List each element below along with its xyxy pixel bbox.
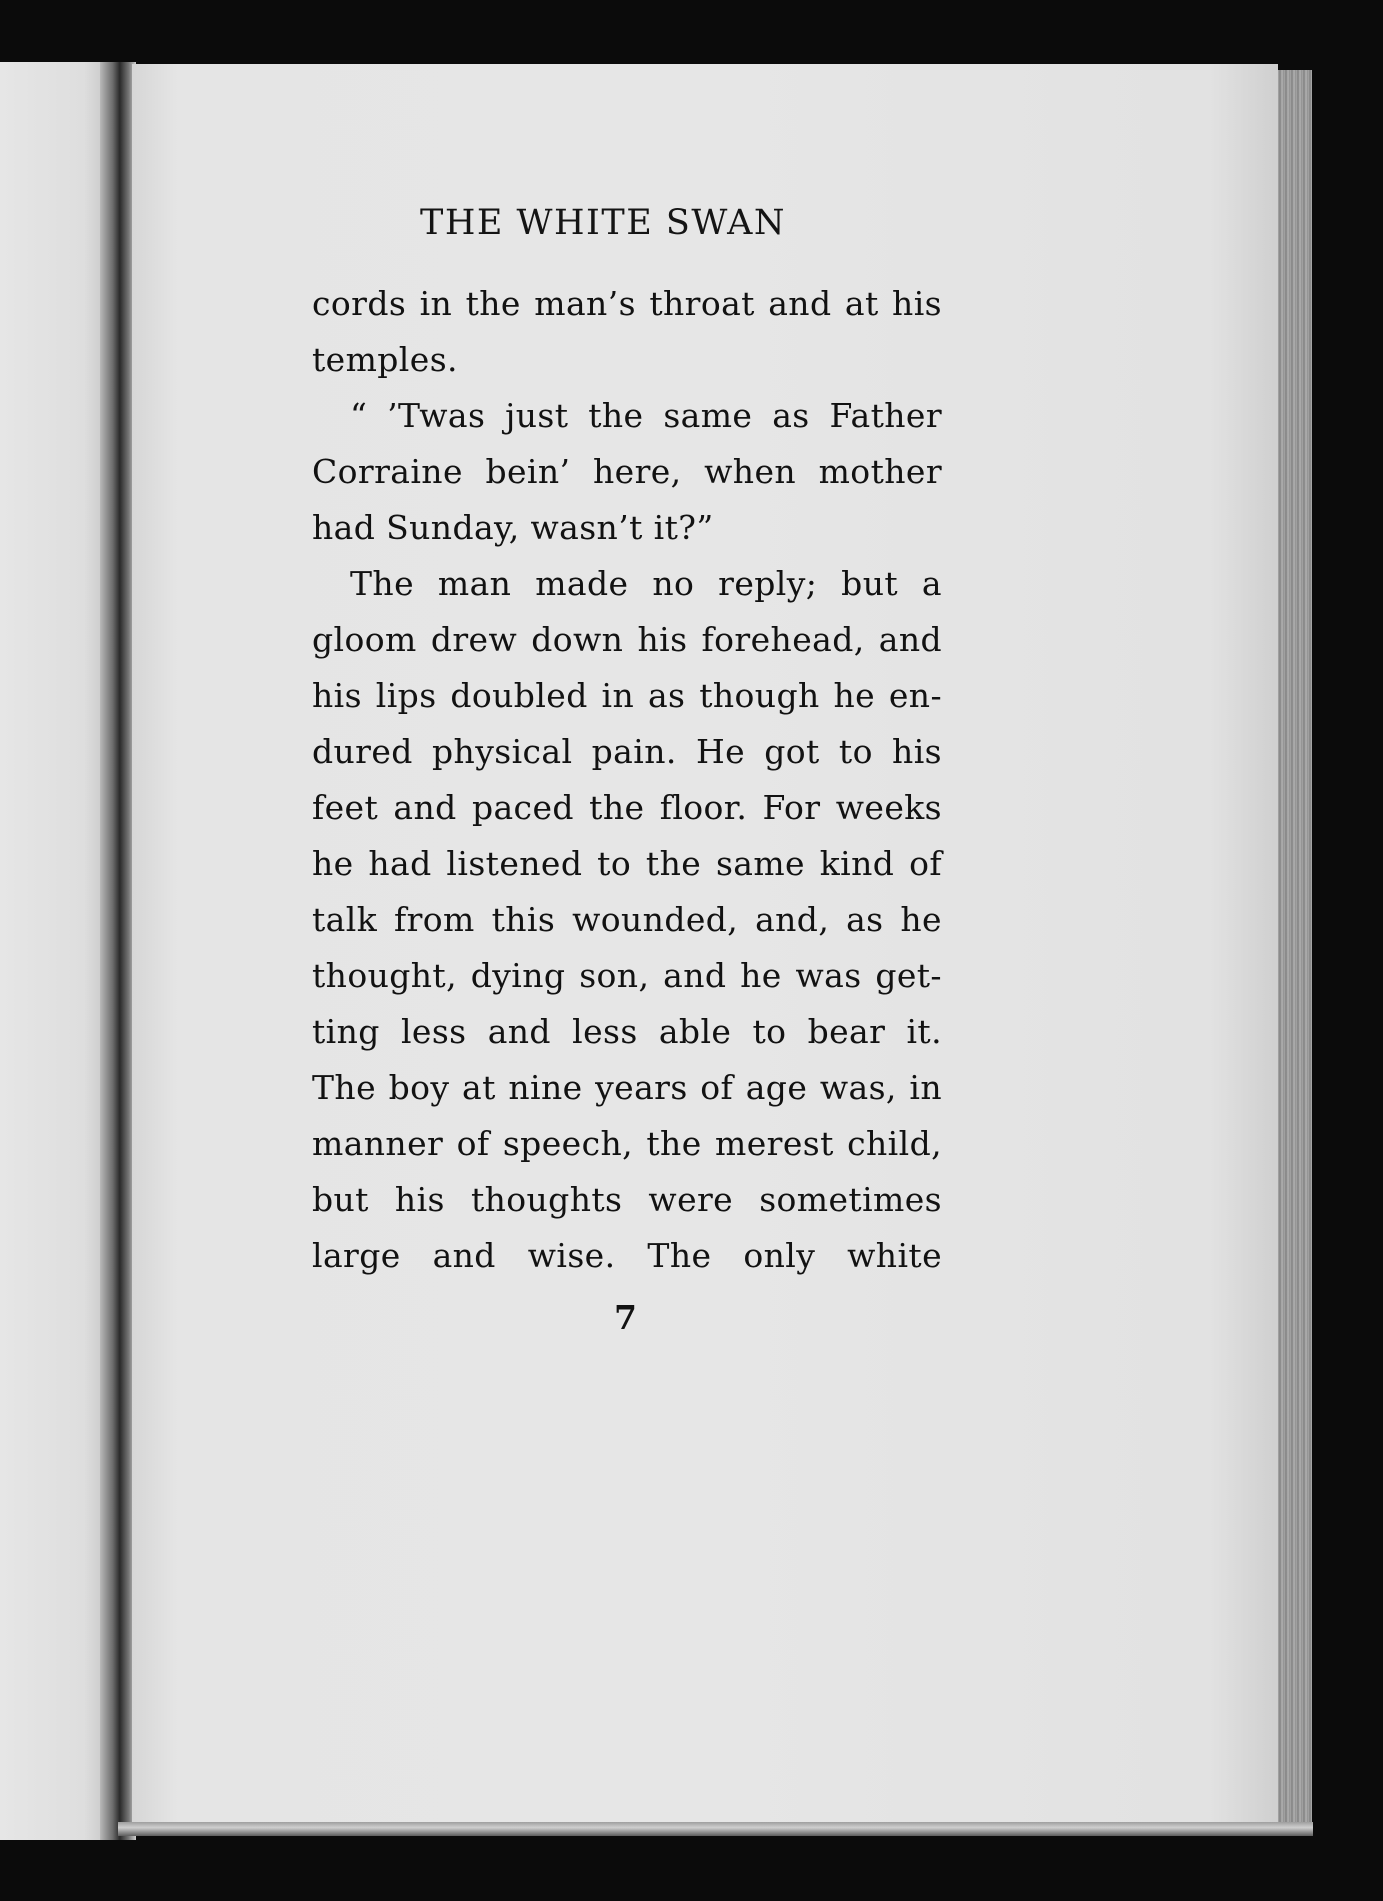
text-line: cords in the man’s throat and at his bbox=[312, 284, 942, 323]
text-line: manner of speech, the merest child, bbox=[312, 1124, 942, 1163]
text-line: his lips doubled in as though he en- bbox=[312, 676, 942, 715]
text-line: thought, dying son, and he was get- bbox=[312, 956, 942, 995]
text-line: gloom drew down his forehead, and bbox=[312, 620, 942, 659]
text-line: temples. bbox=[312, 340, 458, 379]
running-head: THE WHITE SWAN bbox=[420, 203, 786, 243]
book-gutter-shadow bbox=[100, 62, 136, 1840]
text-line: had Sunday, wasn’t it?” bbox=[312, 508, 714, 547]
text-line: feet and paced the floor. For weeks bbox=[312, 788, 942, 827]
text-line: The boy at nine years of age was, in bbox=[312, 1068, 942, 1107]
text-line: “ ’Twas just the same as Father bbox=[350, 396, 942, 435]
text-line: but his thoughts were sometimes bbox=[312, 1180, 942, 1219]
text-line: large and wise. The only white bbox=[312, 1236, 942, 1275]
text-line: The man made no reply; but a bbox=[350, 564, 942, 603]
text-line: talk from this wounded, and, as he bbox=[312, 900, 942, 939]
page-number: 7 bbox=[614, 1298, 637, 1337]
text-line: he had listened to the same kind of bbox=[312, 844, 942, 883]
bottom-page-edge bbox=[118, 1822, 1313, 1836]
page-stack-edge bbox=[1278, 70, 1312, 1830]
text-line: Corraine bein’ here, when mother bbox=[312, 452, 942, 491]
text-line: dured physical pain. He got to his bbox=[312, 732, 942, 771]
text-line: ting less and less able to bear it. bbox=[312, 1012, 942, 1051]
body-text bbox=[312, 276, 942, 1284]
